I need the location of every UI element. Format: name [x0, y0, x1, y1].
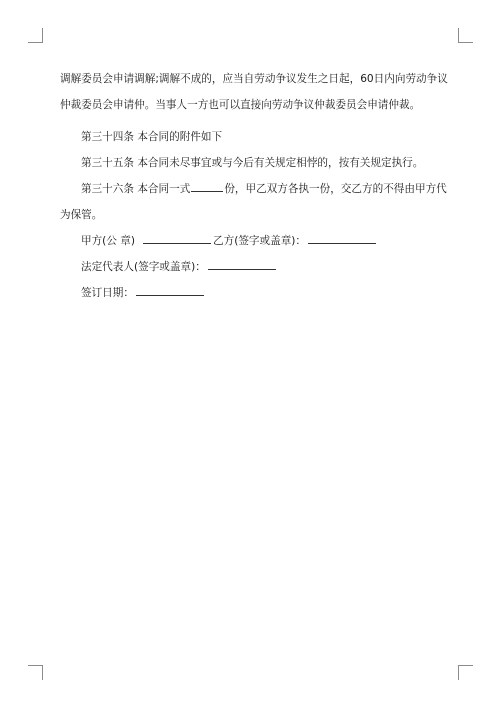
- party-a-signature-blank: [143, 233, 211, 244]
- legal-rep-blank: [208, 259, 276, 270]
- party-b-signature-blank: [308, 233, 376, 244]
- sign-date-blank: [136, 285, 204, 296]
- article-36-text-before: 第三十六条 本合同一式: [81, 183, 191, 195]
- sign-date-label: 签订日期：: [81, 287, 134, 299]
- legal-rep-line: [60, 254, 442, 280]
- paragraph-line: 调解委员会申请调解;调解不成的，应当自劳动争议发生之日起，60日内向劳动争议: [60, 73, 448, 85]
- crop-mark-top-right: [458, 28, 473, 43]
- document-body: [60, 66, 448, 306]
- article-36-text-after: 份，甲乙双方各执一份，交乙方的不得由甲方代: [224, 183, 447, 195]
- signature-party-line: [60, 228, 442, 254]
- article-35: 第三十五条 本合同未尽事宜或与今后有关规定相悖的，按有关规定执行。: [81, 157, 424, 169]
- crop-mark-bottom-left: [28, 665, 43, 680]
- article-36: [60, 176, 447, 202]
- party-b-label: 乙方(签字或盖章)：: [213, 235, 307, 247]
- article-36-line2: 为保管。: [60, 209, 103, 221]
- crop-mark-top-left: [28, 28, 43, 43]
- legal-rep-label: 法定代表人(签字或盖章)：: [81, 261, 206, 273]
- sign-date-line: [60, 280, 442, 306]
- paragraph-line: 仲裁委员会申请仲。当事人一方也可以直接向劳动争议仲裁委员会申请仲裁。: [60, 99, 421, 111]
- copies-blank: [191, 181, 223, 192]
- article-34: 第三十四条 本合同的附件如下: [81, 131, 223, 143]
- party-a-label: 甲方(公 章): [81, 235, 136, 247]
- crop-mark-bottom-right: [458, 665, 473, 680]
